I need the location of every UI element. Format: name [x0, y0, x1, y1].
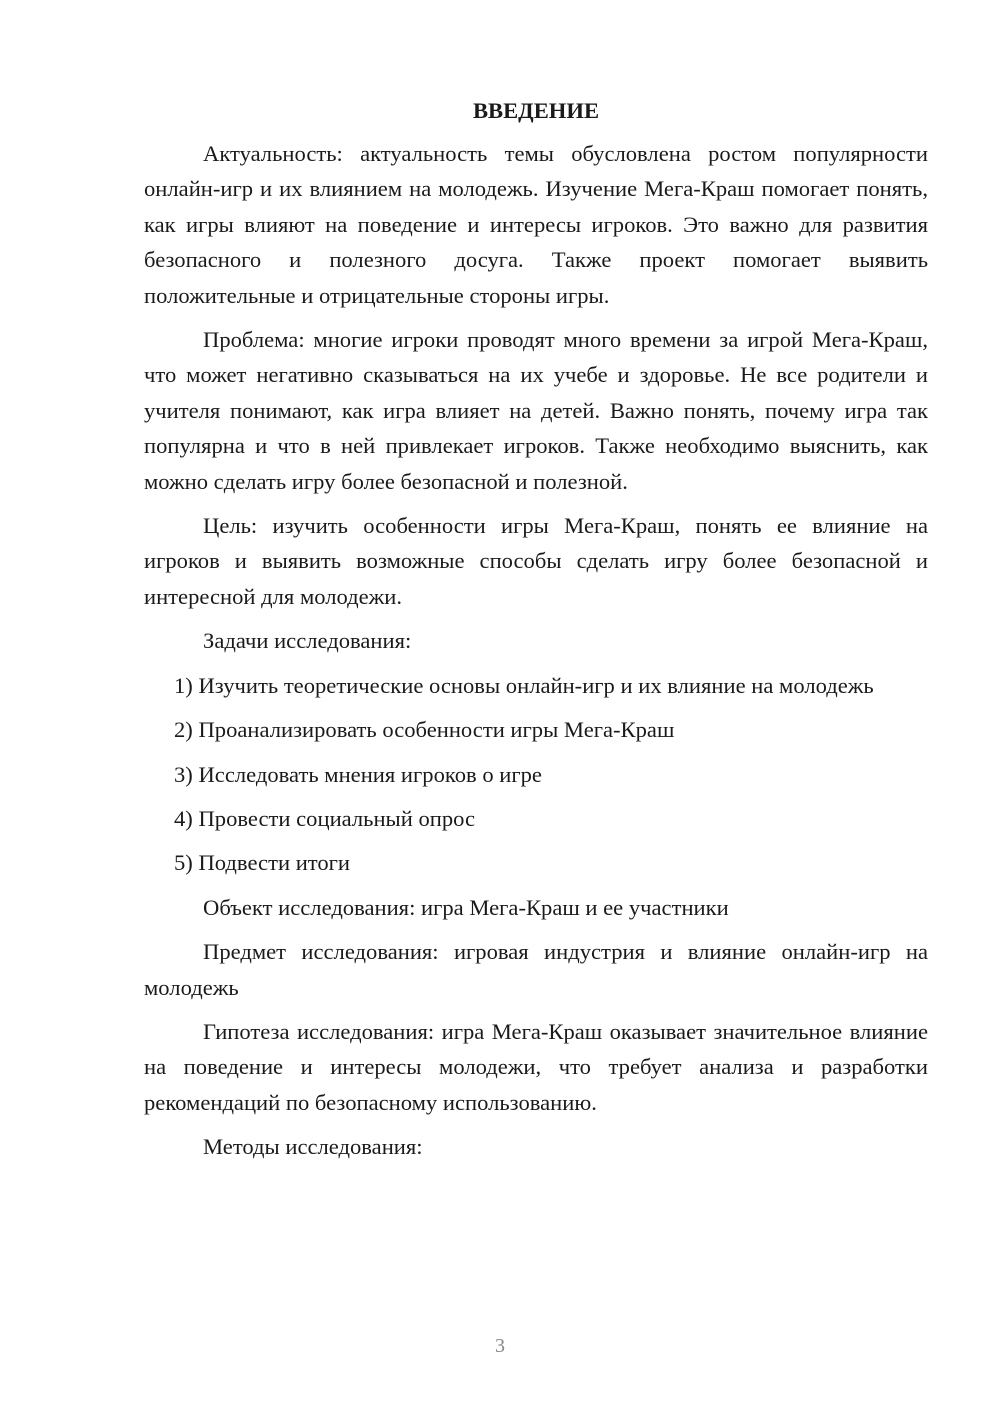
- problem-paragraph: Проблема: многие игроки проводят много времени за игрой Мега-Краш, что может негативно сказываться на их учебе и здоровье. Не все родители и учителя понимают, как игра влияет на детей. Важно понять, почему игра так популярна и что в ней привлекает игроков. Также необходимо выяснить, как можно сделать игру более безопасной и полезной.: [144, 327, 928, 494]
- relevance-paragraph: Актуальность: актуальность темы обусловлена ростом популярности онлайн-игр и их влиянием на молодежь. Изучение Мега-Краш помогает понять, как игры влияют на поведение и интересы игроков. Это важно для развития безопасного и полезного досуга. Также проект помогает выявить положительные и отрицательные стороны игры.: [144, 141, 928, 308]
- subject-paragraph: Предмет исследования: игровая индустрия и влияние онлайн-игр на молодежь: [144, 939, 928, 1000]
- list-item: 2) Проанализировать особенности игры Мега-Краш: [174, 717, 675, 743]
- methods-heading: Методы исследования:: [203, 1134, 423, 1160]
- list-item: 3) Исследовать мнения игроков о игре: [174, 761, 542, 787]
- hypothesis-paragraph: Гипотеза исследования: игра Мега-Краш оказывает значительное влияние на поведение и интересы молодежи, что требует анализа и разработки рекомендаций по безопасному использованию.: [144, 1018, 928, 1115]
- list-item: 4) Провести социальный опрос: [174, 805, 476, 831]
- tasks-list: [144, 668, 928, 881]
- object-paragraph: Объект исследования: игра Мега-Краш и ее участники: [203, 894, 729, 920]
- page-content: [144, 96, 928, 1174]
- tasks-heading: Задачи исследования:: [203, 628, 412, 654]
- page-title: ВВЕДЕНИЕ: [472, 98, 600, 123]
- goal-paragraph: Цель: изучить особенности игры Мега-Краш, понять ее влияние на игроков и выявить возможные способы сделать игру более безопасной и интересной для молодежи.: [144, 513, 928, 609]
- list-item: 1) Изучить теоретические основы онлайн-игр и их влияние на молодежь: [174, 672, 874, 698]
- page-number: 3: [495, 1335, 505, 1357]
- list-item: 5) Подвести итоги: [174, 850, 351, 876]
